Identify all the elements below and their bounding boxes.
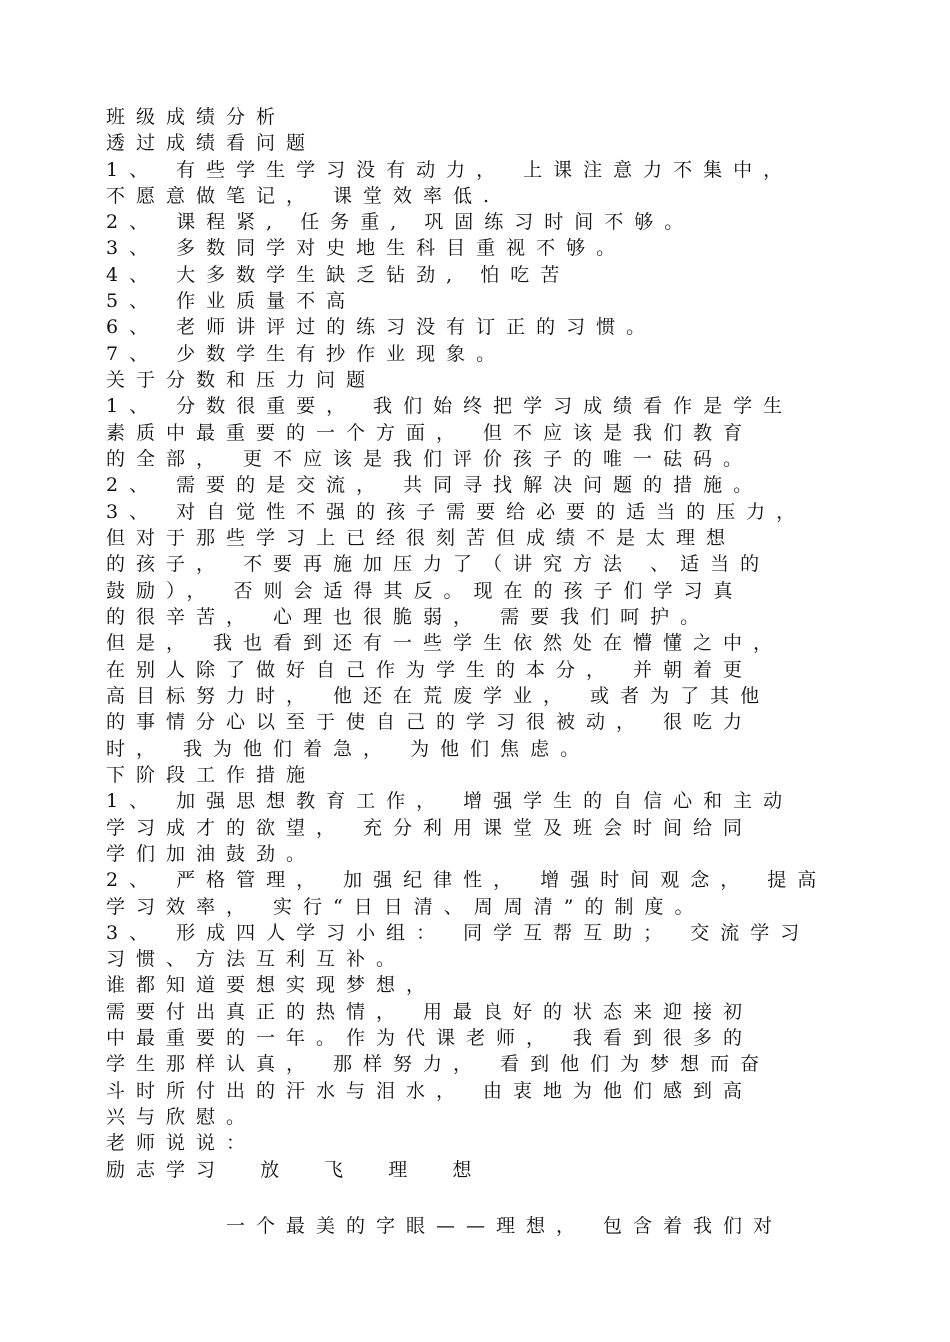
paragraph-line: 3、 多数同学对史地生科目重视不够。 xyxy=(106,237,627,259)
paragraph-line: 素质中最重要的一个方面， 但不应该是我们教育 xyxy=(106,422,754,444)
paragraph-line: 的孩子， 不要再施加压力了（讲究方法 、适当的 xyxy=(106,553,771,575)
paragraph-line: 习惯、方法互利互补。 xyxy=(106,948,407,970)
doc-title: 班级成绩分析 xyxy=(106,106,287,128)
paragraph-line: 学习成才的欲望， 充分利用课堂及班会时间给同 xyxy=(106,817,754,839)
paragraph-line: 鼓励）， 否则会适得其反。现在的孩子们学习真 xyxy=(106,580,744,602)
paragraph-line: 需要付出真正的热情， 用最良好的状态来迎接初 xyxy=(106,1001,754,1023)
paragraph-line: 但是， 我也看到还有一些学生依然处在懵懂之中， xyxy=(106,632,784,654)
section-heading: 励志学习 放 飞 理 想 xyxy=(106,1159,483,1181)
paragraph-line: 3、 形成四人学习小组： 同学互帮互助； 交流学习 xyxy=(106,922,811,944)
paragraph-line: 3、 对自觉性不强的孩子需要给必要的适当的压力， xyxy=(106,501,807,523)
paragraph-line: 的全部， 更不应该是我们评价孩子的唯一砝码。 xyxy=(106,448,754,470)
section-heading: 关于分数和压力问题 xyxy=(106,369,377,391)
paragraph-line: 但对于那些学习上已经很刻苦但成绩不是太理想 xyxy=(106,527,737,549)
paragraph-line: 时， 我为他们着急， 为他们焦虑。 xyxy=(106,738,591,760)
paragraph-line: 谁都知道要想实现梦想， xyxy=(106,974,437,996)
paragraph-line: 一个最美的字眼——理想， 包含着我们对 xyxy=(226,1215,784,1237)
paragraph-line: 学生那样认真， 那样努力， 看到他们为梦想而奋 xyxy=(106,1053,771,1075)
paragraph-line: 2、 严格管理， 加强纪律性， 增强时间观念， 提高 xyxy=(106,869,828,891)
paragraph-line: 学们加油鼓劲。 xyxy=(106,843,317,865)
paragraph-line: 2、 需要的是交流， 共同寻找解决问题的措施。 xyxy=(106,474,764,496)
section-heading: 下阶段工作措施 xyxy=(106,764,317,786)
paragraph-line: 学习效率， 实行“日日清、周周清”的制度。 xyxy=(106,896,705,918)
paragraph-line: 斗时所付出的汗水与泪水， 由衷地为他们感到高 xyxy=(106,1080,754,1102)
section-heading: 透过成绩看问题 xyxy=(106,132,317,154)
paragraph-line: 4、 大多数学生缺乏钻劲, 怕吃苦 xyxy=(106,264,571,286)
paragraph-line: 高目标努力时， 他还在荒废学业， 或者为了其他 xyxy=(106,685,771,707)
paragraph-line: 2、 课程紧, 任务重, 巩固练习时间不够。 xyxy=(106,211,695,233)
paragraph-line: 5、 作业质量不高 xyxy=(106,290,357,312)
section-heading: 老师说说： xyxy=(106,1132,257,1154)
paragraph-line: 7、 少数学生有抄作业现象。 xyxy=(106,343,507,365)
paragraph-line: 6、 老师讲评过的练习没有订正的习惯。 xyxy=(106,316,657,338)
paragraph-line: 在别人除了做好自己作为学生的本分， 并朝着更 xyxy=(106,659,754,681)
paragraph-line: 的很辛苦， 心理也很脆弱， 需要我们呵护。 xyxy=(106,606,711,628)
paragraph-line: 中最重要的一年。作为代课老师， 我看到很多的 xyxy=(106,1027,754,1049)
paragraph-line: 1、 有些学生学习没有动力， 上课注意力不集中， xyxy=(106,159,794,181)
paragraph-line: 1、 分数很重要， 我们始终把学习成绩看作是学生 xyxy=(106,395,794,417)
paragraph-line: 1、 加强思想教育工作， 增强学生的自信心和主动 xyxy=(106,790,794,812)
paragraph-line: 兴与欣慰。 xyxy=(106,1106,257,1128)
paragraph-line: 的事情分心以至于使自己的学习很被动， 很吃力 xyxy=(106,711,754,733)
paragraph-line: 不愿意做笔记， 课堂效率低. xyxy=(106,185,501,207)
